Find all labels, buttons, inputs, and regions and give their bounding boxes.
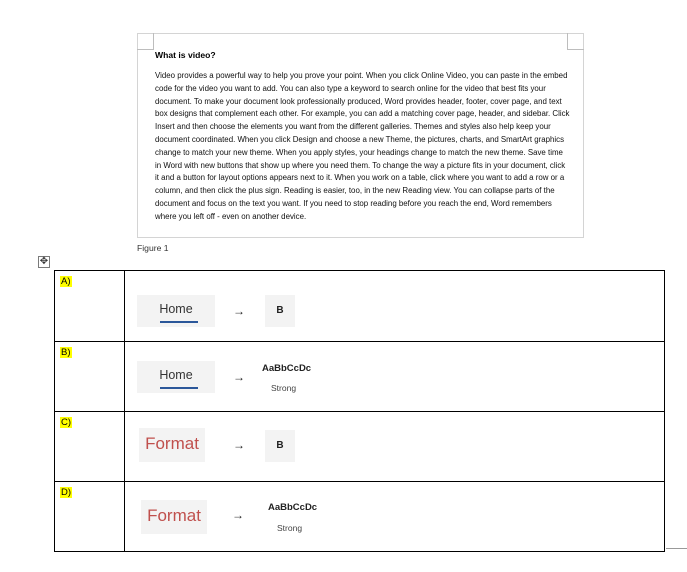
style-preview: AaBbCcDc (268, 502, 318, 513)
style-label: Strong (271, 383, 297, 393)
format-tab-label: Format (145, 434, 199, 453)
option-content-cell (125, 271, 665, 342)
format-tab-label: Format (147, 506, 201, 525)
option-content-cell (125, 482, 665, 552)
page-edge-line (666, 548, 687, 549)
option-label: D) (61, 487, 72, 498)
home-tab-label: Home (159, 368, 193, 382)
home-tab-image (137, 295, 215, 327)
option-label-cell (55, 271, 125, 342)
right-arrow-icon: → (233, 370, 245, 384)
home-tab-label: Home (159, 302, 193, 316)
table-row (55, 342, 665, 412)
crop-mark-top-right (567, 33, 584, 50)
figure-1-textbox (137, 33, 584, 238)
figure-caption: Figure 1 (137, 243, 169, 253)
right-arrow-icon: → (232, 508, 244, 522)
option-label-cell (55, 342, 125, 412)
options-table (54, 270, 665, 552)
option-label: C) (61, 417, 72, 428)
option-label-cell (55, 482, 125, 552)
format-tab-image (139, 428, 205, 462)
style-preview: AaBbCcDc (262, 363, 312, 374)
option-label-cell (55, 412, 125, 482)
table-row (55, 482, 665, 552)
tab-underline (160, 321, 198, 323)
bold-button-image: B (265, 295, 295, 327)
table-row (55, 412, 665, 482)
bold-button-image: B (265, 430, 295, 462)
right-arrow-icon: → (233, 304, 245, 318)
home-tab-image (137, 361, 215, 393)
option-content-cell (125, 412, 665, 482)
table-row (55, 271, 665, 342)
figure-body-text: Video provides a powerful way to help you prove your point. When you click Online Video, you can paste in the embed code for the video you want to add. You can also type a keyword to search online for the video that best fits your document. To make your document look professionally produced, Word provides header, footer, cover page, and text box designs that complement each other. For example, you can add a matching cover page, header, and sidebar. Click Insert and then choose the elements you want from the different galleries. Themes and styles also help keep your document coordinated. When you click Design and choose a new Theme, the pictures, charts, and SmartArt graphics change to match your new theme. When you apply styles, your headings change to match the new theme. Save time in Word with new buttons that show up where you need them. To change the way a picture fits in your document, click it and a button for layout options appears next to it. When you work on a table, click where you want to add a row or a column, and then click the plus sign. Reading is easier, too, in the new Reading view. You can collapse parts of the document and focus on the text you want. If you need to stop reading before you reach the end, Word remembers where you left off - even on another device. (155, 71, 570, 221)
figure-title: What is video? (155, 50, 216, 60)
crop-mark-top-left (137, 33, 154, 50)
tab-underline (160, 387, 198, 389)
right-arrow-icon: → (233, 438, 245, 452)
format-tab-image (141, 500, 207, 534)
style-label: Strong (277, 523, 303, 533)
option-label: A) (61, 276, 71, 287)
move-arrows-icon[interactable]: ✥ (39, 256, 49, 267)
option-content-cell (125, 342, 665, 412)
option-label: B) (61, 347, 71, 358)
